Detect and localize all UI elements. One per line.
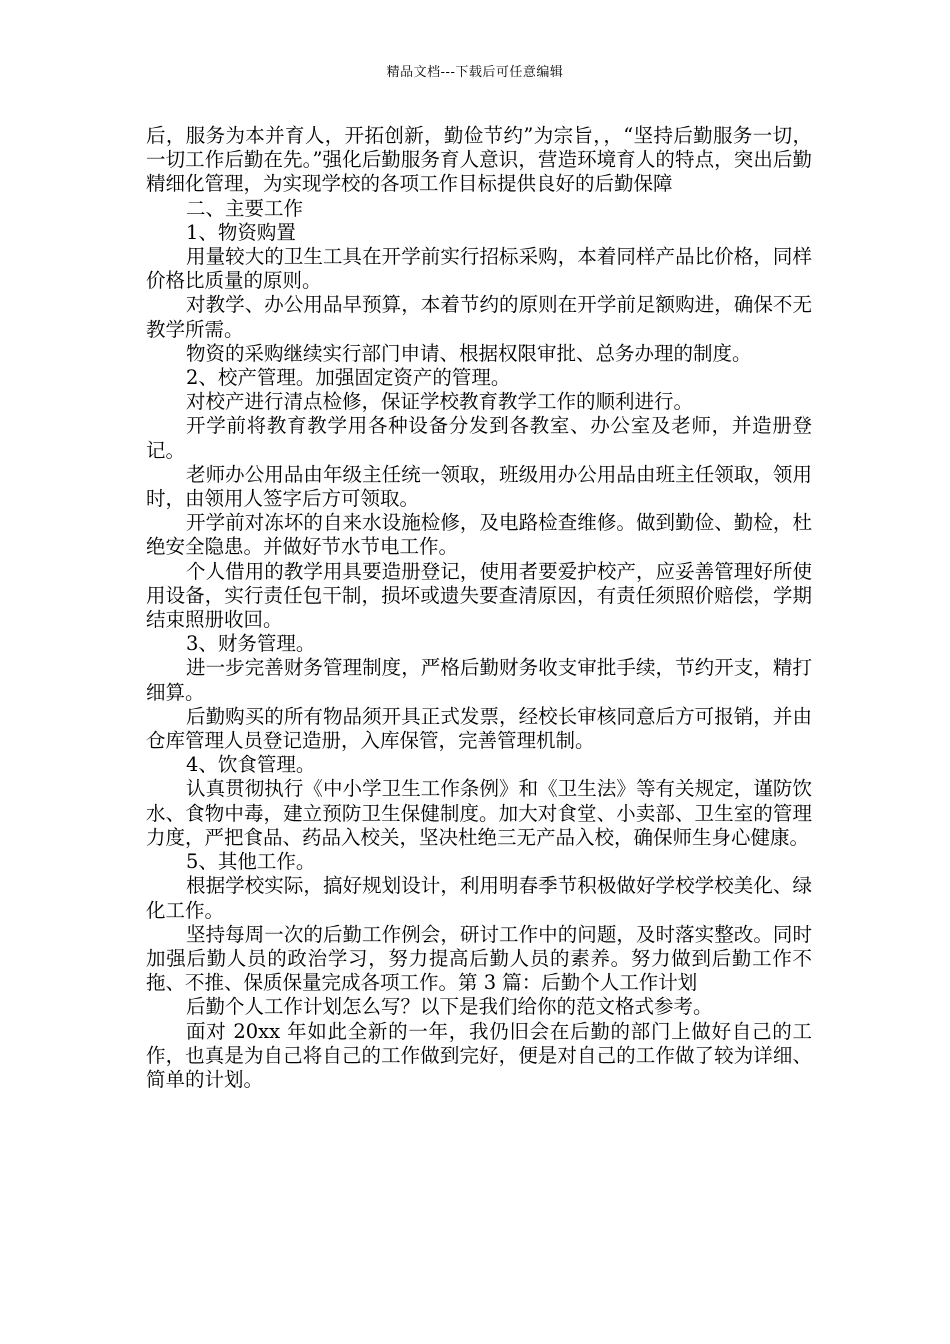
body-paragraph: 根据学校实际，搞好规划设计，利用明春季节积极做好学校学校美化、绿化工作。 [146, 874, 812, 922]
subheading-asset-management: 2、校产管理。加强固定资产的管理。 [186, 366, 511, 390]
body-paragraph: 老师办公用品由年级主任统一领取，班级用办公用品由班主任领取，领用时，由领用人签字后方可领取。 [146, 462, 812, 511]
body-paragraph: 认真贯彻执行《中小学卫生工作条例》和《卫生法》等有关规定，谨防饮水、食物中毒，建立预防卫生保健制度。加大对食堂、小卖部、卫生室的管理力度，严把食品、药品入校关，坚决杜绝三无产品入校，确保师生身心健康。 [146, 777, 812, 849]
body-paragraph: 后勤购买的所有物品须开具正式发票，经校长审核同意后方可报销，并由仓库管理人员登记造册，入库保管，完善管理机制。 [146, 704, 812, 753]
body-paragraph: 开学前对冻坏的自来水设施检修，及电路检查维修。做到勤俭、勤检，杜绝安全隐患。并做好节水节电工作。 [146, 511, 812, 559]
body-paragraph: 个人借用的教学用具要造册登记，使用者要爱护校产，应妥善管理好所使用设备，实行责任包干制，损坏或遗失要查清原因，有责任须照价赔偿，学期结束照册收回。 [146, 559, 812, 632]
body-paragraph: 进一步完善财务管理制度，严格后勤财务收支审批手续，节约开支，精打细算。 [146, 656, 812, 704]
body-paragraph: 开学前将教育教学用各种设备分发到各教室、办公室及老师，并造册登记。 [146, 414, 812, 462]
body-paragraph: 物资的采购继续实行部门申请、根据权限审批、总务办理的制度。 [186, 341, 752, 365]
subheading-food-management: 4、饮食管理。 [186, 753, 316, 777]
section-heading-main-work: 二、主要工作 [186, 196, 304, 220]
body-paragraph: 用量较大的卫生工具在开学前实行招标采购，本着同样产品比价格，同样价格比质量的原则。 [146, 245, 812, 293]
body-paragraph: 对教学、办公用品早预算，本着节约的原则在开学前足额购进，确保不无教学所需。 [146, 293, 812, 341]
body-paragraph: 面对 20xx 年如此全新的一年，我仍旧会在后勤的部门上做好自己的工作，也真是为自己将自己的工作做到完好，便是对自己的工作做了较为详细、简单的计划。 [146, 1019, 812, 1091]
subheading-other-work: 5、其他工作。 [186, 850, 316, 874]
document-body [146, 124, 812, 1092]
subheading-material-purchase: 1、物资购置 [186, 220, 296, 244]
body-paragraph: 后勤个人工作计划怎么写？以下是我们给你的范文格式参考。 [186, 995, 713, 1019]
subheading-finance-management: 3、财务管理。 [186, 632, 316, 656]
page-header: 精品文档---下载后可任意编辑 [386, 65, 564, 80]
body-paragraph: 后，服务为本并育人，开拓创新，勤俭节约”为宗旨，，“坚持后勤服务一切，一切工作后勤在先。”强化后勤服务育人意识，营造环境育人的特点，突出后勤精细化管理，为实现学校的各项工作目标提供良好的后勤保障 [146, 124, 812, 196]
body-paragraph: 对校产进行清点检修，保证学校教育教学工作的顺利进行。 [186, 390, 694, 414]
body-paragraph: 坚持每周一次的后勤工作例会，研讨工作中的问题，及时落实整改。同时加强后勤人员的政治学习，努力提高后勤人员的素养。努力做到后勤工作不拖、不推、保质保量完成各项工作。第 3 篇：后勤个人工作计划 [146, 922, 812, 995]
